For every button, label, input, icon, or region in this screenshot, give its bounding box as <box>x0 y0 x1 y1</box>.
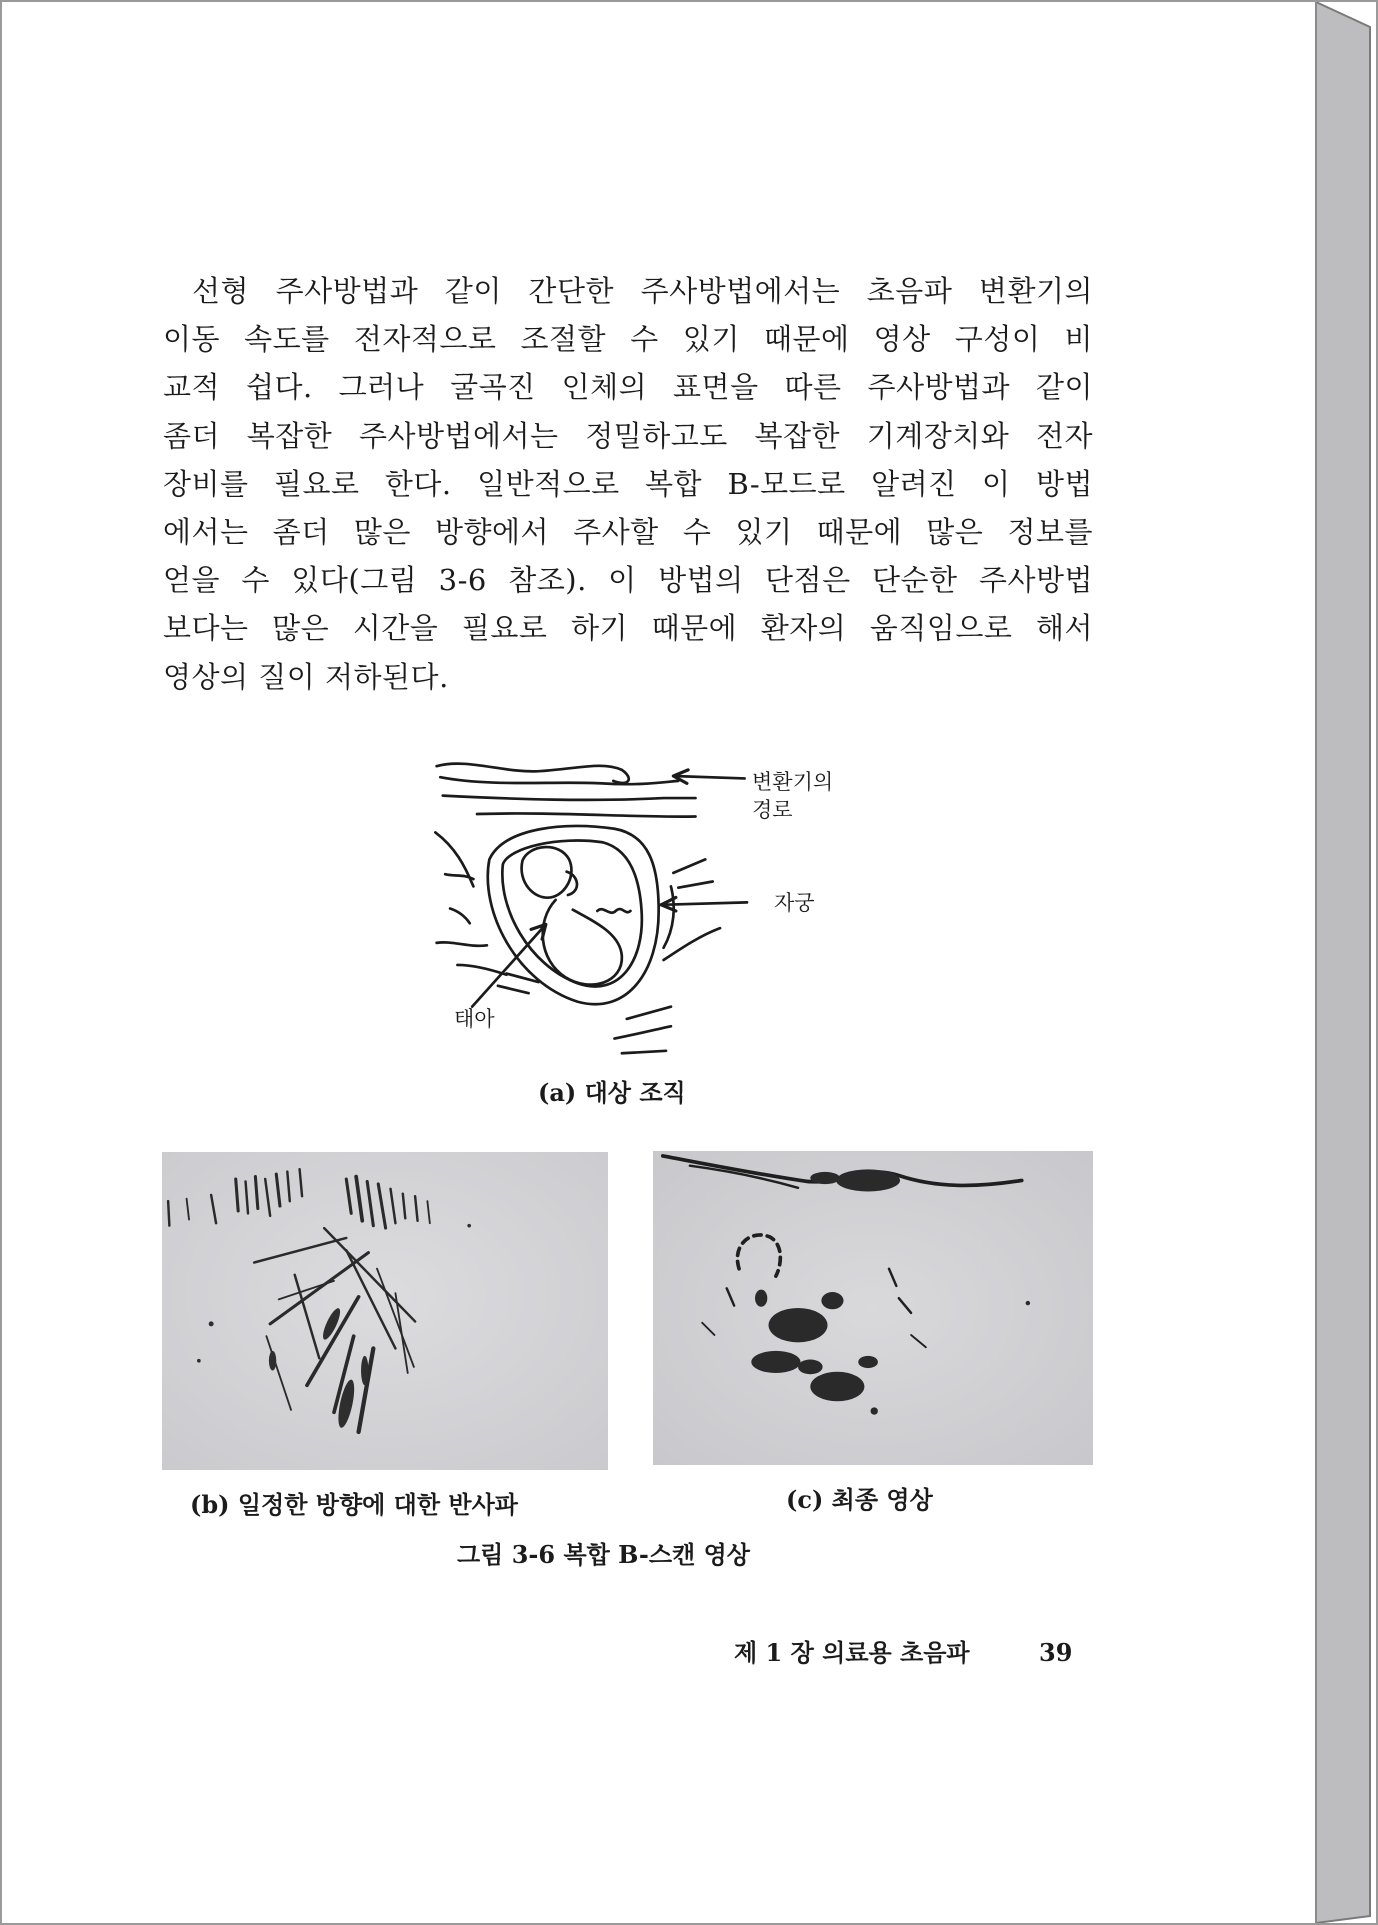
caption-a: (a) 대상 조직 <box>538 1078 686 1107</box>
final-image-photo <box>653 1151 1093 1465</box>
paragraph-line: 영상의 질이 저하된다. <box>163 659 449 694</box>
footer-chapter: 제 1 장 의료용 초음파 <box>734 1638 970 1667</box>
reflection-photo <box>162 1152 608 1470</box>
label-fetus: 태아 <box>454 1007 495 1031</box>
paragraph-line: 좀더 복잡한 주사방법에서는 정밀하고도 복잡한 기계장치와 전자 <box>163 418 1093 453</box>
paragraph-line: 선형 주사방법과 같이 간단한 주사방법에서는 초음파 변환기의 <box>192 274 1093 308</box>
page-number: 39 <box>1039 1638 1073 1667</box>
paragraph-line: 에서는 좀더 많은 방향에서 주사할 수 있기 때문에 많은 정보를 <box>163 514 1093 549</box>
body-paragraph <box>163 267 1093 701</box>
figure-title: 그림 3-6 복합 B-스캔 영상 <box>457 1540 750 1569</box>
paragraph-line: 장비를 필요로 한다. 일반적으로 복합 B-모드로 알려진 이 방법 <box>163 466 1093 501</box>
caption-c: (c) 최종 영상 <box>786 1485 933 1514</box>
label-uterus: 자궁 <box>774 891 815 915</box>
paragraph-line: 교적 쉽다. 그러나 굴곡진 인체의 표면을 따른 주사방법과 같이 <box>163 370 1093 405</box>
paragraph-line: 이동 속도를 전자적으로 조절할 수 있기 때문에 영상 구성이 비 <box>163 322 1093 357</box>
paragraph-line: 얻을 수 있다(그림 3-6 참조). 이 방법의 단점은 단순한 주사방법 <box>163 563 1093 598</box>
paragraph-line: 보다는 많은 시간을 필요로 하기 때문에 환자의 움직임으로 해서 <box>163 611 1093 646</box>
caption-b: (b) 일정한 방향에 대한 반사파 <box>190 1490 518 1519</box>
label-transducer-path-2: 경로 <box>752 798 793 822</box>
label-transducer-path: 변환기의 <box>752 770 834 794</box>
